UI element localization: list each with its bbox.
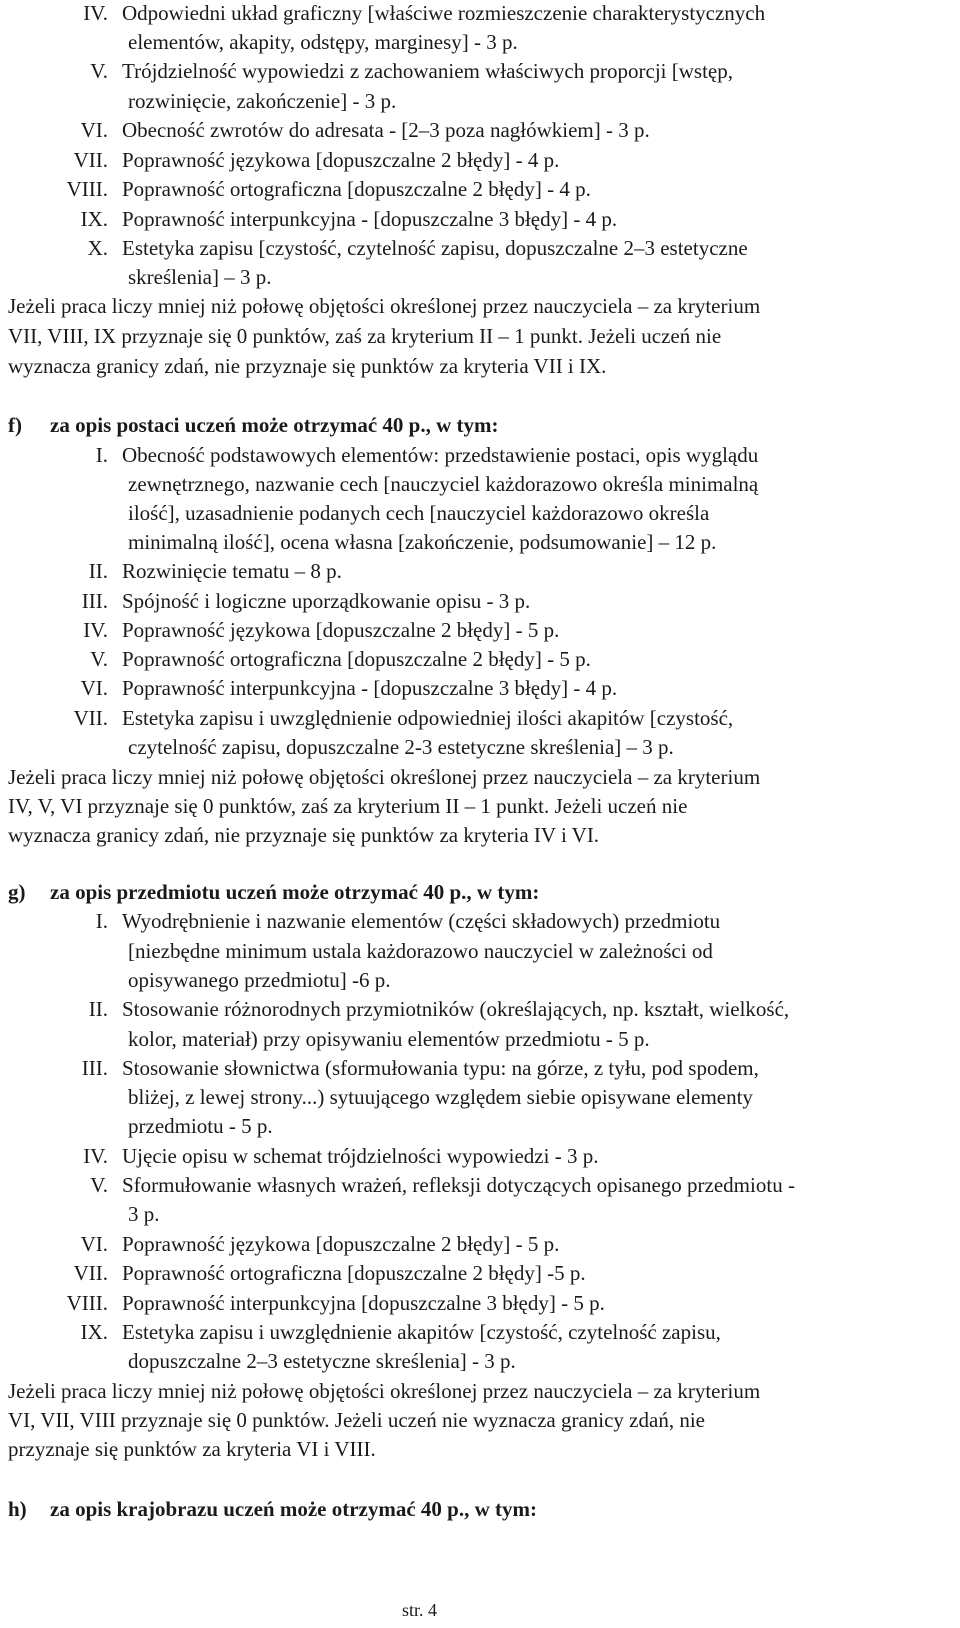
note-line: Jeżeli praca liczy mniej niż połowę objętości określonej przez nauczyciela – za kryterium xyxy=(8,294,761,318)
criterion-text: Poprawność ortograficzna [dopuszczalne 2 błędy] - 5 p. xyxy=(122,647,591,671)
criterion-number: VII. xyxy=(73,706,108,730)
section-letter: g) xyxy=(8,880,26,904)
page-number: str. 4 xyxy=(402,1600,438,1620)
criterion-text: dopuszczalne 2–3 estetyczne skreślenia] - 3 p. xyxy=(128,1349,516,1373)
criterion-text: Estetyka zapisu i uwzględnienie akapitów [czystość, czytelność zapisu, xyxy=(122,1320,721,1344)
note-line: VI, VII, VIII przyznaje się 0 punktów. Jeżeli uczeń nie wyznacza granicy zdań, nie xyxy=(8,1408,705,1432)
criterion-text: czytelność zapisu, dopuszczalne 2-3 estetyczne skreślenia] – 3 p. xyxy=(128,735,674,759)
criterion-number: X. xyxy=(87,236,108,260)
criterion-text: skreślenia] – 3 p. xyxy=(128,265,272,289)
criterion-number: I. xyxy=(95,443,108,467)
criterion-number: III. xyxy=(81,589,108,613)
criterion-number: VII. xyxy=(73,148,108,172)
criterion-number: VI. xyxy=(80,118,108,142)
criterion-text: Poprawność interpunkcyjna [dopuszczalne 3 błędy] - 5 p. xyxy=(122,1291,605,1315)
section-heading: za opis postaci uczeń może otrzymać 40 p., w tym: xyxy=(50,413,499,437)
criterion-text: Odpowiedni układ graficzny [właściwe rozmieszczenie charakterystycznych xyxy=(122,1,766,25)
note-line: przyznaje się punktów za kryteria VI i VIII. xyxy=(8,1437,376,1461)
criterion-text: rozwinięcie, zakończenie] - 3 p. xyxy=(128,89,397,113)
criterion-text: Sformułowanie własnych wrażeń, refleksji dotyczących opisanego przedmiotu - xyxy=(122,1173,795,1197)
criterion-text: Poprawność językowa [dopuszczalne 2 błędy] - 5 p. xyxy=(122,618,560,642)
criterion-number: IX. xyxy=(80,207,108,231)
note-line: Jeżeli praca liczy mniej niż połowę objętości określonej przez nauczyciela – za kryterium xyxy=(8,765,761,789)
criterion-text: przedmiotu - 5 p. xyxy=(128,1114,273,1138)
criterion-text: minimalną ilość], ocena własna [zakończenie, podsumowanie] – 12 p. xyxy=(128,530,717,554)
criterion-number: IV. xyxy=(83,1,108,25)
criterion-number: II. xyxy=(88,997,108,1021)
criterion-text: Poprawność interpunkcyjna - [dopuszczalne 3 błędy] - 4 p. xyxy=(122,676,618,700)
criterion-text: Trójdzielność wypowiedzi z zachowaniem właściwych proporcji [wstęp, xyxy=(122,59,733,83)
section-heading: za opis przedmiotu uczeń może otrzymać 40 p., w tym: xyxy=(50,880,540,904)
criterion-text: ilość], uzasadnienie podanych cech [nauczyciel każdorazowo określa xyxy=(128,501,710,525)
criterion-number: VI. xyxy=(80,1232,108,1256)
criterion-text: bliżej, z lewej strony...) sytuującego względem siebie opisywane elementy xyxy=(128,1085,753,1109)
criterion-number: V. xyxy=(90,647,108,671)
criterion-number: IV. xyxy=(83,1144,108,1168)
note-line: IV, V, VI przyznaje się 0 punktów, zaś za kryterium II – 1 punkt. Jeżeli uczeń nie xyxy=(8,794,688,818)
note-line: Jeżeli praca liczy mniej niż połowę objętości określonej przez nauczyciela – za kryterium xyxy=(8,1379,761,1403)
criterion-text: Spójność i logiczne uporządkowanie opisu - 3 p. xyxy=(122,589,531,613)
criterion-text: Poprawność ortograficzna [dopuszczalne 2 błędy] -5 p. xyxy=(122,1261,586,1285)
criterion-number: VIII. xyxy=(66,177,108,201)
criterion-text: opisywanego przedmiotu] -6 p. xyxy=(128,968,391,992)
criterion-text: Rozwinięcie tematu – 8 p. xyxy=(122,559,342,583)
criterion-text: Ujęcie opisu w schemat trójdzielności wypowiedzi - 3 p. xyxy=(122,1144,599,1168)
criterion-number: II. xyxy=(88,559,108,583)
criterion-number: III. xyxy=(81,1056,108,1080)
criterion-text: Poprawność interpunkcyjna - [dopuszczalne 3 błędy] - 4 p. xyxy=(122,207,618,231)
criterion-text: zewnętrznego, nazwanie cech [nauczyciel każdorazowo określa minimalną xyxy=(128,472,759,496)
note-line: VII, VIII, IX przyznaje się 0 punktów, zaś za kryterium II – 1 punkt. Jeżeli uczeń nie xyxy=(8,324,722,348)
criterion-text: Estetyka zapisu [czystość, czytelność zapisu, dopuszczalne 2–3 estetyczne xyxy=(122,236,748,260)
criterion-text: Obecność podstawowych elementów: przedstawienie postaci, opis wyglądu xyxy=(122,443,759,467)
criterion-number: I. xyxy=(95,909,108,933)
criterion-text: Poprawność ortograficzna [dopuszczalne 2 błędy] - 4 p. xyxy=(122,177,591,201)
section-letter: h) xyxy=(8,1497,27,1521)
note-line: wyznacza granicy zdań, nie przyznaje się punktów za kryteria IV i VI. xyxy=(8,823,600,847)
criterion-number: IX. xyxy=(80,1320,108,1344)
criterion-number: V. xyxy=(90,1173,108,1197)
criterion-text: elementów, akapity, odstępy, marginesy] - 3 p. xyxy=(128,30,518,54)
criterion-number: VI. xyxy=(80,676,108,700)
criterion-number: IV. xyxy=(83,618,108,642)
criterion-text: Obecność zwrotów do adresata - [2–3 poza nagłówkiem] - 3 p. xyxy=(122,118,650,142)
criterion-text: Poprawność językowa [dopuszczalne 2 błędy] - 4 p. xyxy=(122,148,560,172)
criterion-text: Estetyka zapisu i uwzględnienie odpowiedniej ilości akapitów [czystość, xyxy=(122,706,734,730)
criterion-text: 3 p. xyxy=(128,1202,160,1226)
criterion-text: [niezbędne minimum ustala każdorazowo nauczyciel w zależności od xyxy=(128,939,713,963)
criterion-number: VIII. xyxy=(66,1291,108,1315)
note-line: wyznacza granicy zdań, nie przyznaje się punktów za kryteria VII i IX. xyxy=(8,354,607,378)
section-heading: za opis krajobrazu uczeń może otrzymać 40 p., w tym: xyxy=(50,1497,537,1521)
criterion-text: Poprawność językowa [dopuszczalne 2 błędy] - 5 p. xyxy=(122,1232,560,1256)
criterion-text: Stosowanie słownictwa (sformułowania typu: na górze, z tyłu, pod spodem, xyxy=(122,1056,759,1080)
criterion-number: V. xyxy=(90,59,108,83)
criterion-text: Wyodrębnienie i nazwanie elementów (części składowych) przedmiotu xyxy=(122,909,721,933)
criterion-text: kolor, materiał) przy opisywaniu elementów przedmiotu - 5 p. xyxy=(128,1027,650,1051)
section-letter: f) xyxy=(8,413,22,437)
criterion-number: VII. xyxy=(73,1261,108,1285)
criterion-text: Stosowanie różnorodnych przymiotników (określających, np. kształt, wielkość, xyxy=(122,997,790,1021)
